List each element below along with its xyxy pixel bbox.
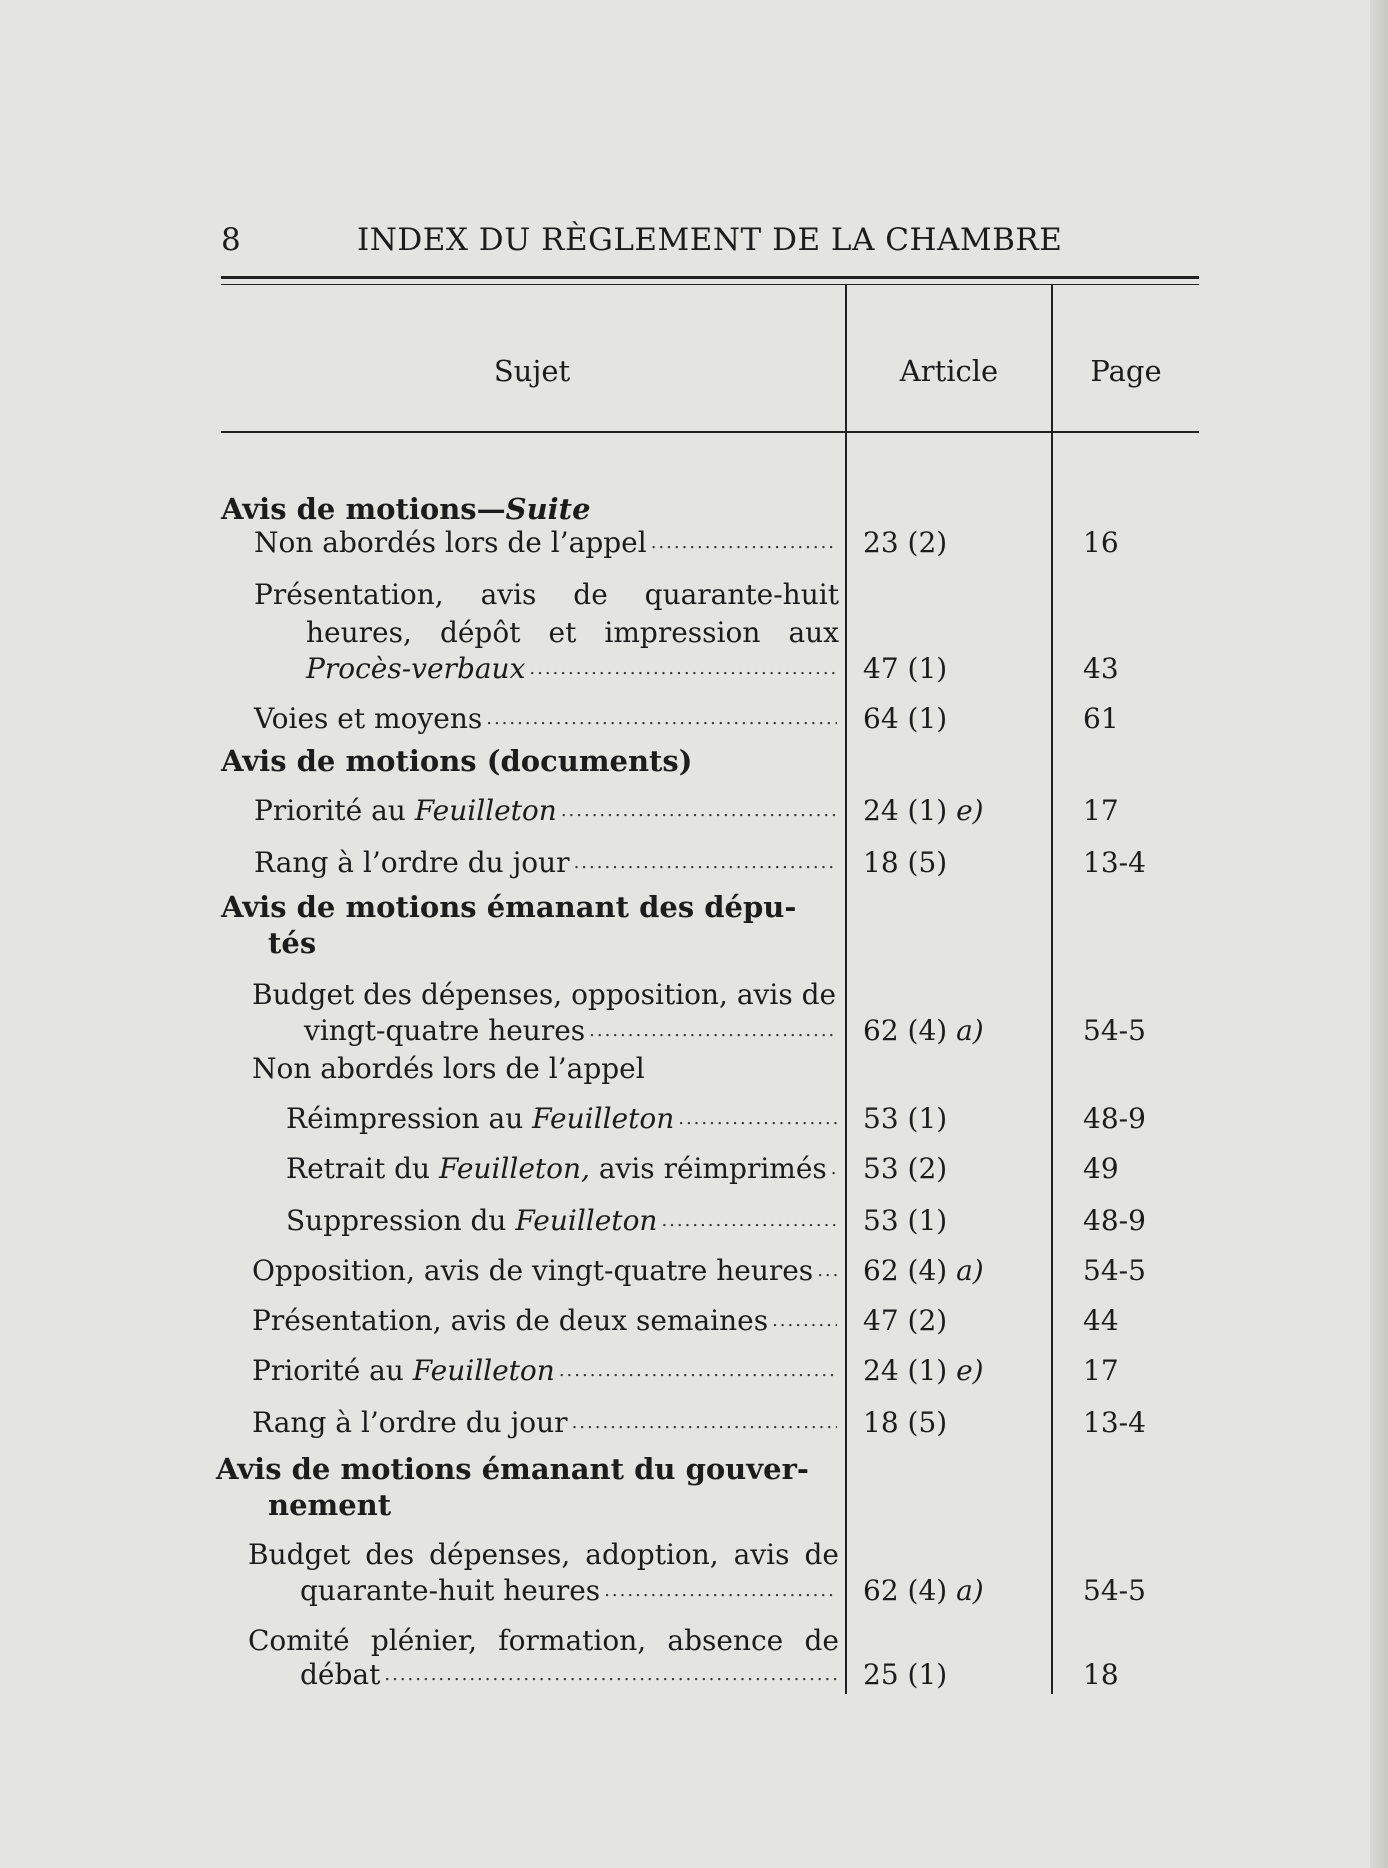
entry-article — [847, 1572, 1051, 1610]
entry-word: impression — [604, 616, 761, 649]
entry-article: 23 (2) — [863, 526, 948, 559]
entry-word: de — [573, 578, 608, 611]
dot-leader — [384, 1656, 837, 1694]
entry-page: 18 — [1083, 1658, 1119, 1691]
entry-page: 16 — [1083, 526, 1119, 559]
entry-word: dépôt — [439, 616, 521, 649]
dot-leader — [651, 524, 837, 562]
entry-subject: Procès-verbaux — [306, 652, 526, 685]
entry-subject: Priorité au — [252, 1354, 404, 1387]
section-heading-suite: Suite — [505, 492, 591, 526]
entry-article-sub: a) — [956, 1254, 984, 1287]
entry-article-number: 62 (4) — [863, 1574, 957, 1607]
entry-article — [847, 1252, 1051, 1290]
entry-page: 17 — [1083, 794, 1119, 827]
entry-page: 17 — [1083, 1354, 1119, 1387]
entry-article: 18 (5) — [863, 846, 948, 879]
column-divider-article — [845, 284, 847, 1694]
entry-subject-italic: Feuilleton — [412, 1354, 555, 1387]
top-rule — [221, 276, 1199, 279]
page-number: 8 — [221, 222, 241, 258]
entry-subject: Présentation, avis de deux semaines — [252, 1304, 769, 1337]
entry-subject-italic: Feuilleton — [532, 1102, 675, 1135]
entry-word: Présentation, — [254, 578, 444, 611]
entry-page: 13-4 — [1083, 1406, 1146, 1439]
entry-word: des — [365, 1538, 415, 1571]
entry-word: de — [804, 1624, 839, 1657]
entry-word: quarante-huit — [644, 578, 839, 611]
entry-article-sub: e) — [956, 1354, 984, 1387]
column-header-subject: Sujet — [493, 354, 571, 388]
entry-subject-italic: Feuilleton, — [438, 1152, 590, 1185]
entry-word: formation, — [498, 1624, 647, 1657]
entry-subject-italic: Feuilleton — [515, 1204, 658, 1237]
entry-subject: Non abordés lors de l’appel — [254, 526, 647, 559]
entry-page: 54-5 — [1083, 1014, 1146, 1047]
entry-page: 54-5 — [1083, 1574, 1146, 1607]
entry-article-sub: a) — [956, 1014, 984, 1047]
entry-word: plénier, — [370, 1624, 478, 1657]
column-header-page: Page — [1090, 354, 1162, 388]
entry-article-number: 24 (1) — [863, 1354, 957, 1387]
running-head — [221, 218, 1199, 262]
dot-leader — [772, 1302, 837, 1340]
dot-leader — [486, 700, 837, 738]
entry-subject: Suppression du — [286, 1204, 507, 1237]
section-heading-text: nement — [268, 1488, 392, 1522]
entry-subject: Budget des dépenses, opposition, avis de — [252, 978, 837, 1011]
entry-article: 18 (5) — [863, 1406, 948, 1439]
column-divider-page — [1051, 284, 1053, 1694]
entry-word: dépenses, — [429, 1538, 571, 1571]
entry-article — [847, 1352, 1051, 1390]
entry-word: Budget — [248, 1538, 351, 1571]
entry-article: 47 (1) — [863, 652, 948, 685]
entry-subject: débat — [300, 1658, 381, 1691]
entry-subject-italic: Feuilleton — [414, 794, 557, 827]
entry-subject: Rang à l’ordre du jour — [254, 846, 570, 879]
entry-word: avis — [480, 578, 537, 611]
column-header-article: Article — [899, 354, 999, 388]
entry-word: aux — [788, 616, 839, 649]
entry-page: 48-9 — [1083, 1102, 1146, 1135]
entry-article-sub: a) — [956, 1574, 984, 1607]
entry-subject: vingt-quatre heures — [304, 1014, 586, 1047]
entry-page: 49 — [1083, 1152, 1119, 1185]
entry-article: 25 (1) — [863, 1658, 948, 1691]
entry-word: heures, — [306, 616, 412, 649]
entry-subject: Voies et moyens — [254, 702, 483, 735]
dot-leader — [574, 844, 837, 882]
entry-subject: Priorité au — [254, 794, 406, 827]
entry-page: 13-4 — [1083, 846, 1146, 879]
entry-article: 53 (1) — [863, 1102, 948, 1135]
section-heading-text: Avis de motions (documents) — [221, 744, 693, 778]
entry-subject: Réimpression au — [286, 1102, 524, 1135]
section-heading-text: Avis de motions émanant des dépu- — [221, 890, 797, 924]
section-heading-text: Avis de motions— — [221, 492, 506, 526]
entry-article-number: 62 (4) — [863, 1014, 957, 1047]
entry-word: de — [804, 1538, 839, 1571]
entry-word: et — [548, 616, 577, 649]
entry-page: 44 — [1083, 1304, 1119, 1337]
entry-subject: Opposition, avis de vingt-quatre heures — [252, 1254, 814, 1287]
entry-article-number: 24 (1) — [863, 794, 957, 827]
entry-word: adoption, — [585, 1538, 719, 1571]
entry-word: absence — [667, 1624, 784, 1657]
dot-leader — [678, 1100, 837, 1138]
dot-leader — [529, 650, 837, 688]
entry-page: 54-5 — [1083, 1254, 1146, 1287]
dot-leader — [559, 1352, 837, 1390]
entry-page: 61 — [1083, 702, 1119, 735]
entry-article — [847, 1012, 1051, 1050]
dot-leader — [572, 1404, 837, 1442]
entry-page: 48-9 — [1083, 1204, 1146, 1237]
page-edge — [1370, 0, 1388, 1868]
entry-subject-rest: avis réimprimés — [598, 1152, 827, 1185]
dot-leader — [817, 1252, 837, 1290]
entry-article — [847, 792, 1051, 830]
entry-article: 64 (1) — [863, 702, 948, 735]
entry-subject: Retrait du — [286, 1152, 431, 1185]
entry-page: 43 — [1083, 652, 1119, 685]
entry-subject: Rang à l’ordre du jour — [252, 1406, 568, 1439]
dot-leader — [561, 792, 837, 830]
entry-subject: quarante-huit heures — [300, 1574, 601, 1607]
entry-article: 47 (2) — [863, 1304, 948, 1337]
dot-leader — [661, 1202, 837, 1240]
entry-article: 53 (1) — [863, 1204, 948, 1237]
dot-leader — [604, 1572, 837, 1610]
section-heading-text: tés — [268, 926, 317, 960]
dot-leader — [831, 1150, 837, 1188]
entry-word: Comité — [248, 1624, 350, 1657]
entry-word: avis — [733, 1538, 790, 1571]
entry-article-number: 62 (4) — [863, 1254, 957, 1287]
dot-leader — [589, 1012, 837, 1050]
entry-subject: Non abordés lors de l’appel — [252, 1052, 645, 1085]
entry-article-sub: e) — [956, 794, 984, 827]
page-title: INDEX DU RÈGLEMENT DE LA CHAMBRE — [357, 222, 1063, 258]
section-heading-text: Avis de motions émanant du gouver- — [216, 1452, 809, 1486]
entry-article: 53 (2) — [863, 1152, 948, 1185]
